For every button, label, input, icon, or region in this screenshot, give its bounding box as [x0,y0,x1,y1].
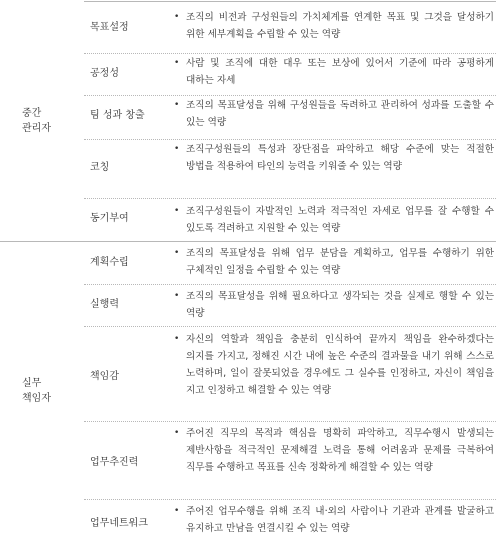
competency-description [166,288,494,322]
description-text: 조직의 목표달성을 위해 업무 분담을 계획하고, 업무를 수행하기 위한 구체적인 일정을 수립할 수 있는 역량 [186,248,494,276]
competency-description [166,203,494,237]
competency-description [166,425,494,476]
competency-name: 책임감 [90,371,119,382]
description-text: 사람 및 조직에 대한 대우 또는 보상에 있어서 기준에 따라 공평하게 대하는 자세 [186,58,494,86]
row-divider [84,284,496,285]
bullet: • [174,206,180,216]
competency-description [166,503,494,537]
group-label-line: 실무 [22,378,42,389]
row-divider [84,499,496,500]
competency-name: 업무추진력 [90,457,139,468]
group-label-middle-manager [0,106,82,136]
description-text: 조직구성원들의 특성과 장단점을 파악하고 해당 수준에 맞는 적절한 방법을 적용하여 타인의 능력을 키워줄 수 있는 역량 [186,144,494,172]
competency-description [166,55,494,89]
competency-description [166,9,494,43]
row-divider [84,53,496,54]
competency-description [166,245,494,279]
description-text: 조직의 비전과 구성원들의 가치체계를 연계한 목표 및 그것을 달성하기 위한 세부계획을 수립할 수 있는 역량 [186,12,494,40]
bullet: • [174,144,180,154]
competency-name: 공정성 [90,68,119,79]
competency-name: 목표설정 [90,22,129,33]
competency-name: 팀 성과 창출 [90,110,145,121]
group-label-line: 관리자 [22,123,51,134]
description-text: 조직의 목표달성을 위해 구성원들을 독려하고 관리하여 성과를 도출할 수 있는 역량 [186,100,494,128]
bullet: • [174,100,180,110]
bullet: • [174,506,180,516]
bullet: • [174,58,180,68]
competency-description [166,331,494,399]
table-top-border [84,1,496,2]
row-divider [84,198,496,199]
bullet: • [174,291,180,301]
group-divider [0,241,496,242]
bullet: • [174,12,180,22]
row-divider [84,421,496,422]
competency-name: 계획수립 [90,257,129,268]
group-label-line: 중간 [22,108,42,119]
bullet: • [174,248,180,258]
description-text: 자신의 역할과 책임을 충분히 인식하여 끝까지 책임을 완수하겠다는 의지를 가지고, 정해진 시간 내에 높은 수준의 결과물을 내기 위해 스스로 노력하며, 일이 잘못되었을 경우에도 그 실수를 인정하고, 자신이 책임을 지고 인정하고 해결할 수 있는 역량 [186,334,494,396]
bullet: • [174,334,180,344]
description-text: 주어진 직무의 목적과 핵심을 명확히 파악하고, 직무수행시 발생되는 제반사항을 적극적인 문제해결 노력을 통해 어려움과 문제를 극복하여 직무를 수행하고 목표를 신속 정확하게 해결할 수 있는 역량 [186,428,494,473]
competency-name: 실행력 [90,299,119,310]
competency-name: 동기부여 [90,213,129,224]
competency-description [166,97,494,131]
competency-name: 업무네트워크 [90,518,148,529]
competency-name: 코칭 [90,162,110,173]
competency-description [166,141,494,175]
group-label-line: 책임자 [22,393,51,404]
description-text: 조직의 목표달성을 위해 필요하다고 생각되는 것을 실제로 행할 수 있는 역량 [186,291,494,319]
row-divider [84,95,496,96]
row-divider [84,139,496,140]
bullet: • [174,428,180,438]
description-text: 조직구성원들이 자발적인 노력과 적극적인 자세로 업무를 잘 수행할 수 있도록 격려하고 지원할 수 있는 역량 [186,206,494,234]
description-text: 주어진 업무수행을 위해 조직 내·외의 사람이나 기관과 관계를 발굴하고 유지하고 만남을 연결시킬 수 있는 역량 [186,506,494,534]
group-label-practical-lead [0,376,82,406]
row-divider [84,326,496,327]
